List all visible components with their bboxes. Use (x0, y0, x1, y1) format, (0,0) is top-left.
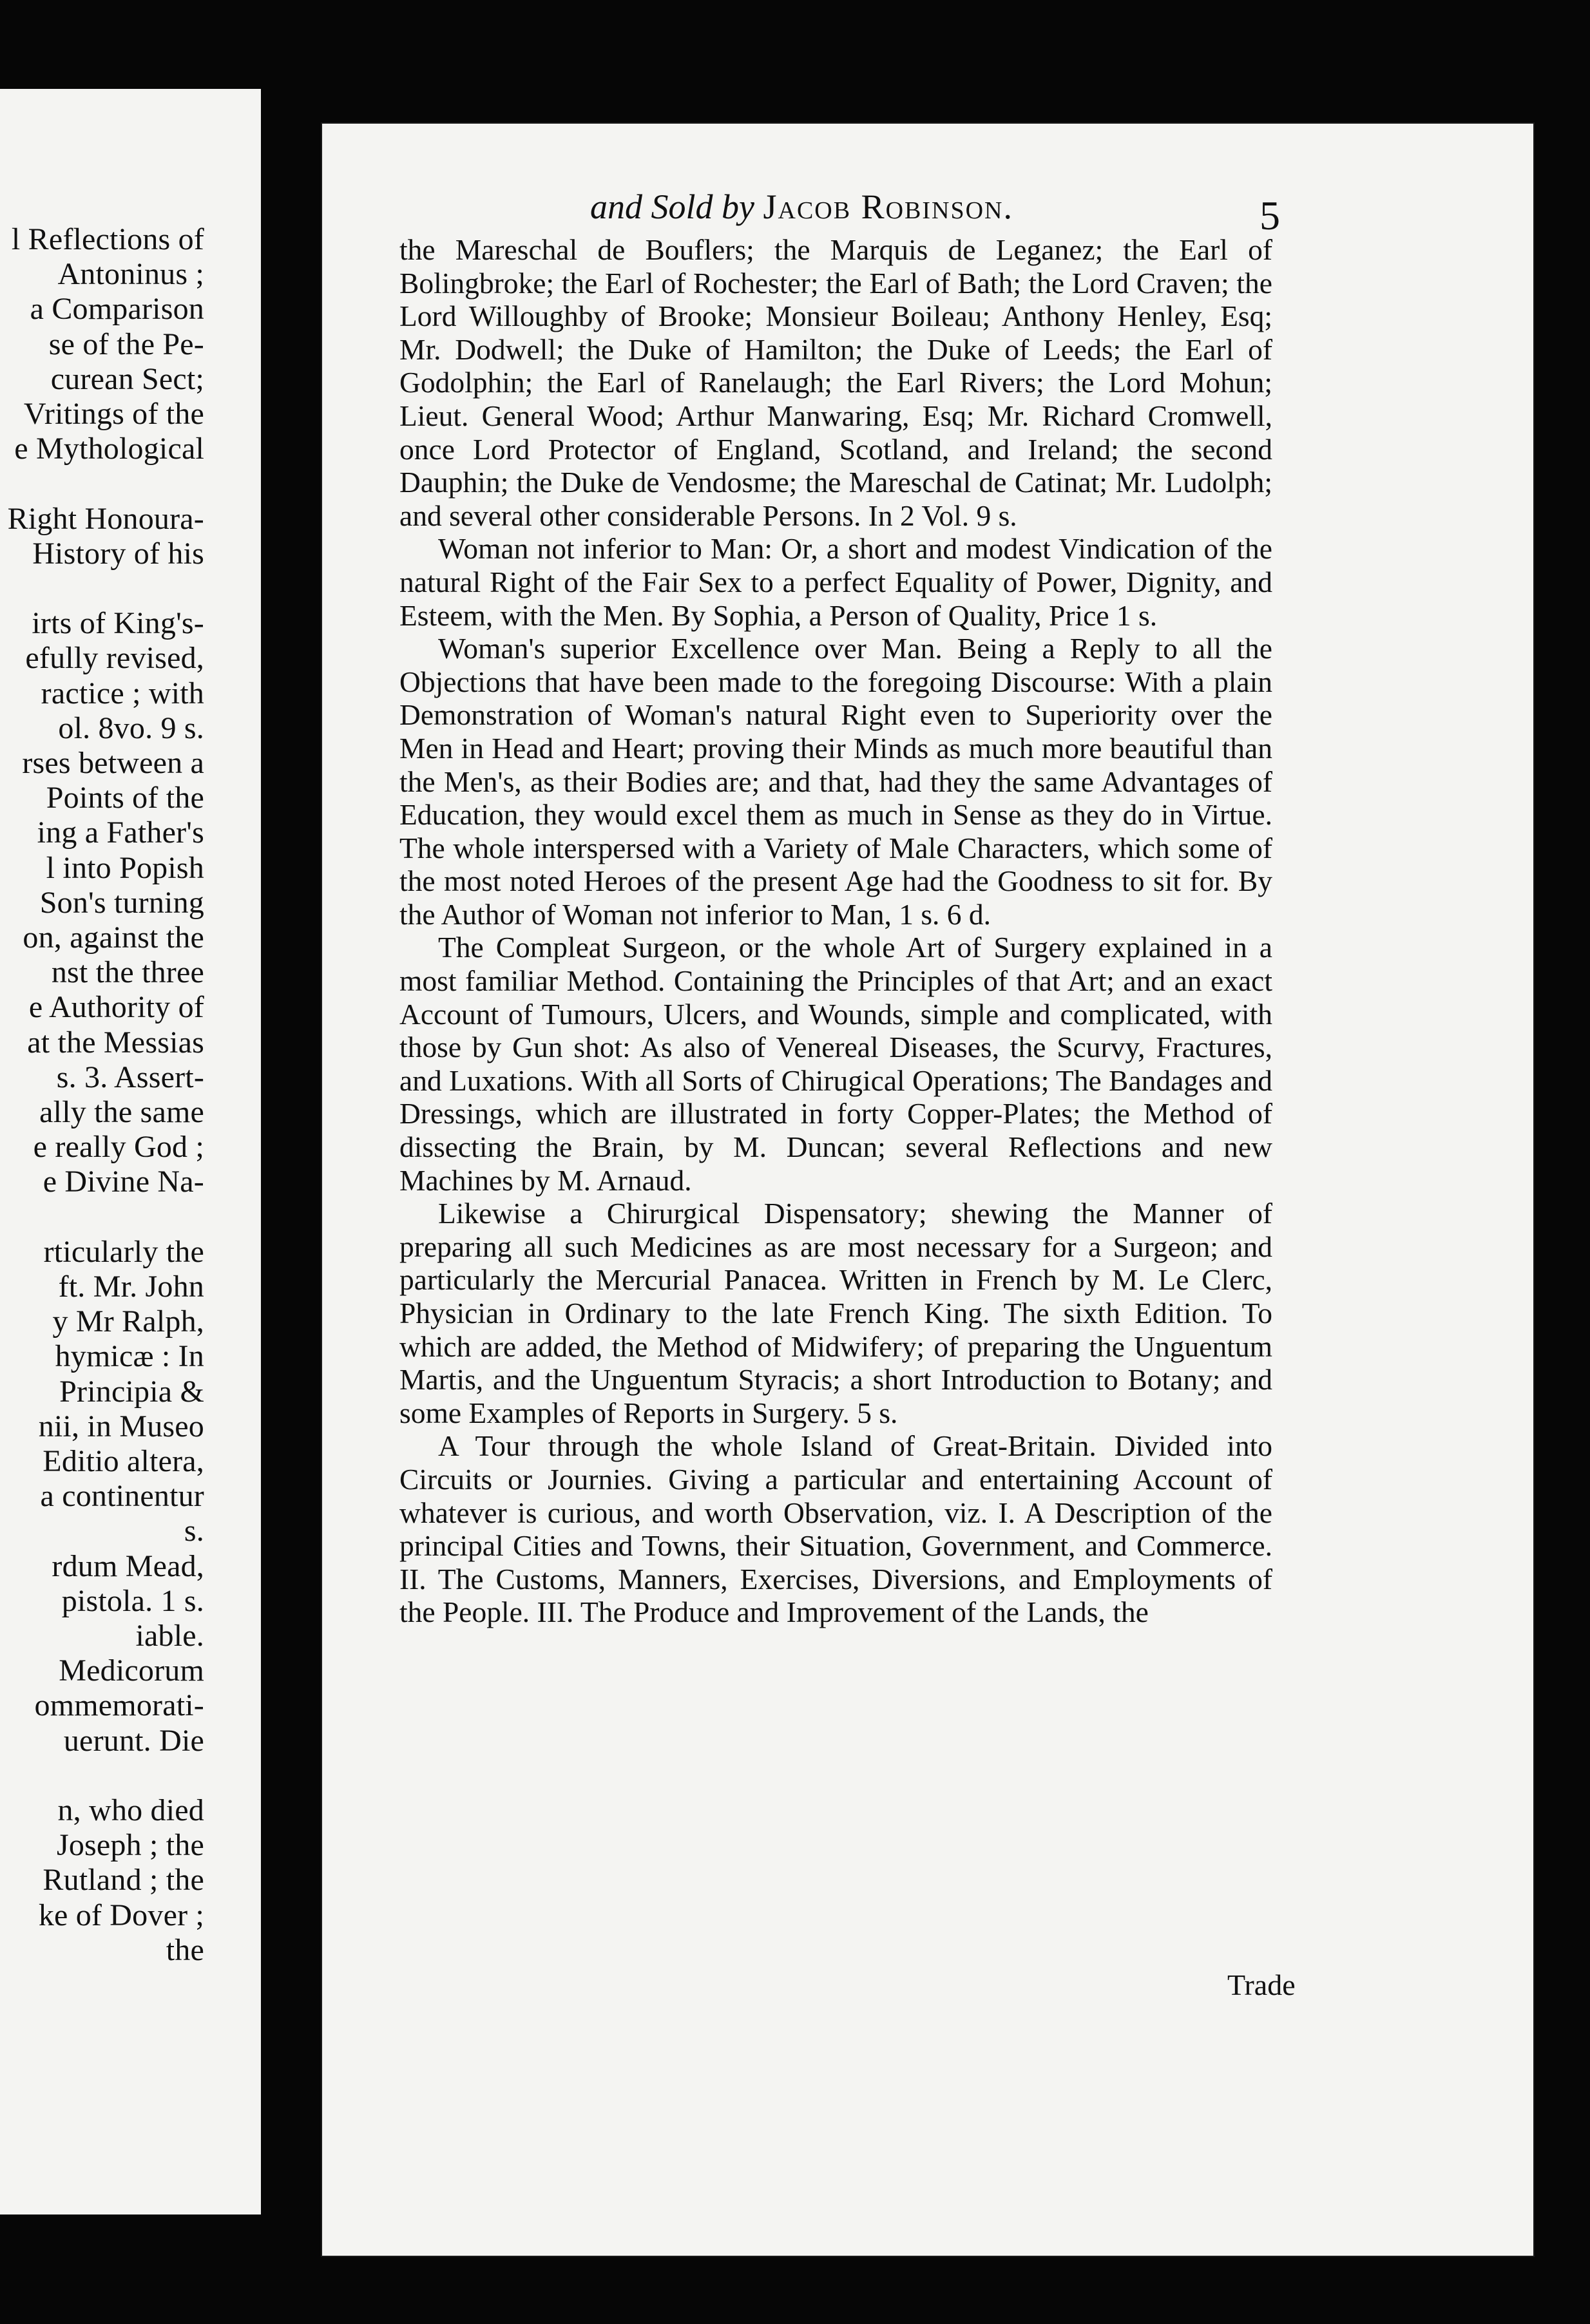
left-page-line: nst the three (51, 955, 204, 990)
catchword: Trade (1227, 1968, 1296, 2001)
left-page-line: e Mythological (14, 432, 204, 466)
paragraph-2: Woman not inferior to Man: Or, a short and modest Vindication of the natural Right of the Fair Sex to a perfect Equality of Power, Dignity, and Esteem, with the Men. By Sophia, a Person of Quality, Price 1 s. (399, 532, 1272, 632)
left-page-line: y Mr Ralph, (52, 1304, 204, 1339)
left-page-line: Joseph ; the (56, 1828, 204, 1863)
left-page-line: Points of the (46, 781, 204, 815)
left-page-line: the (166, 1932, 204, 1967)
running-head-name: Jacob Robinson. (763, 187, 1013, 226)
paragraph-4: The Compleat Surgeon, or the whole Art of Surgery explained in a most familiar Method. Containing the Principles of that Art; and an exact Account of Tumours, Ulcers, and Wounds, simple and complicated, with those by Gun shot: As also of Venereal Diseases, the Scurvy, Fractures, and Luxations. With all Sorts of Chirugical Operations; The Bandages and Dressings, which are illustrated in forty Copper-Plates; the Method of dissecting the Brain, by M. Duncan; several Reflections and new Machines by M. Arnaud. (399, 931, 1272, 1197)
left-page-line: History of his (32, 536, 204, 571)
left-page-line: Principia & (59, 1374, 204, 1409)
left-page-line: curean Sect; (50, 361, 204, 396)
left-page-line: l Reflections of (11, 222, 204, 256)
paragraph-1: the Mareschal de Bouflers; the Marquis de Leganez; the Earl of Bolingbroke; the Earl of Rochester; the Earl of Bath; the Lord Craven; the Lord Willoughby of Brooke; Monsieur Boileau; Anthony Henley, Esq; Mr. Dodwell; the Duke of Hamilton; the Duke of Leeds; the Earl of Godolphin; the Earl of Ranelaugh; the Earl Rivers; the Lord Mohun; Lieut. General Wood; Arthur Manwaring, Esq; Mr. Richard Cromwell, once Lord Protector of England, Scotland, and Ireland; the second Dauphin; the Duke de Vendosme; the Mareschal de Catinat; Mr. Ludolph; and several other considerable Persons. In 2 Vol. 9 s. (399, 233, 1272, 532)
right-page (322, 124, 1533, 2256)
left-page-line: Right Honoura- (7, 501, 204, 536)
left-page-line: rdum Mead, (52, 1548, 204, 1583)
left-page-line: s. (184, 1514, 204, 1548)
paragraph-5: Likewise a Chirurgical Dispensatory; shewing the Manner of preparing all such Medicines as are most necessary for a Surgeon; and particularly the Mercurial Panacea. Written in French by M. Le Clerc, Physician in Ordinary to the late French King. The sixth Edition. To which are added, the Method of Midwifery; of preparing the Unguentum Martis, and the Unguentum Styracis; a short Introduction to Botany; and some Examples of Reports in Surgery. 5 s. (399, 1197, 1272, 1429)
left-page-line: efully revised, (25, 641, 204, 676)
paragraph-3: Woman's superior Excellence over Man. Being a Reply to all the Objections that have been made to the foregoing Discourse: With a plain Demonstration of Woman's natural Right even to Superiority over the Men in Head and Heart; proving their Minds as much more beautiful than the Men's, as their Bodies are; and that, had they the same Advantages of Education, they would excel them as much in Sense as they do in Virtue. The whole interspersed with a Variety of Male Characters, which some of the most noted Heroes of the present Age had the Goodness to sit for. By the Author of Woman not inferior to Man, 1 s. 6 d. (399, 632, 1272, 931)
left-page-line: Rutland ; the (43, 1863, 204, 1898)
page-body (399, 233, 1272, 1629)
left-page-line: nii, in Museo (38, 1409, 204, 1443)
left-page-line: uerunt. Die (63, 1723, 204, 1758)
left-page-line: at the Messias (27, 1025, 204, 1060)
left-page-line: ractice ; with (41, 676, 204, 710)
left-page-line: Antoninus ; (57, 257, 204, 292)
left-page-line: ally the same (39, 1095, 204, 1129)
left-page-line: ol. 8vo. 9 s. (58, 710, 204, 745)
left-page-line: irts of King's- (32, 606, 204, 641)
left-page-line: iable. (135, 1619, 204, 1653)
left-page-line: pistola. 1 s. (61, 1583, 204, 1618)
left-page-fragment (0, 89, 261, 2214)
left-page-line: a Comparison (30, 292, 204, 327)
left-page-line: e Authority of (28, 990, 204, 1025)
left-page-line: se of the Pe- (48, 327, 204, 361)
left-page-line: l into Popish (46, 850, 204, 885)
running-head (590, 187, 1013, 227)
running-head-text: and Sold by (590, 187, 754, 226)
left-page-line: ommemorati- (34, 1688, 204, 1723)
left-page-line: e really God ; (33, 1130, 204, 1165)
left-page-line: ft. Mr. John (58, 1270, 204, 1304)
left-page-line: n, who died (57, 1793, 204, 1827)
left-page-line: hymicæ : In (55, 1339, 204, 1374)
left-page-line: Son's turning (39, 885, 204, 920)
left-page-line: Medicorum (59, 1653, 204, 1688)
page-header (322, 187, 1533, 238)
left-page-line: a continentur (40, 1479, 204, 1514)
left-page-line: Editio altera, (43, 1444, 204, 1478)
left-page-line: s. 3. Assert- (56, 1060, 204, 1094)
left-page-line: on, against the (23, 920, 204, 955)
left-page-line: ke of Dover ; (38, 1898, 204, 1932)
left-page-line: Vritings of the (23, 397, 204, 431)
paragraph-6: A Tour through the whole Island of Great-Britain. Divided into Circuits or Journies. Giving a particular and entertaining Account of whatever is curious, and worth Observation, viz. I. A Description of the principal Cities and Towns, their Situation, Government, and Commerce. II. The Customs, Manners, Exercises, Diversions, and Employments of the People. III. The Produce and Improvement of the Lands, the (399, 1429, 1272, 1629)
page-number: 5 (1260, 193, 1280, 238)
left-page-line: rses between a (22, 746, 204, 780)
left-page-line: ing a Father's (37, 815, 204, 850)
left-page-line: rticularly the (43, 1234, 204, 1269)
left-page-line: e Divine Na- (43, 1165, 204, 1199)
